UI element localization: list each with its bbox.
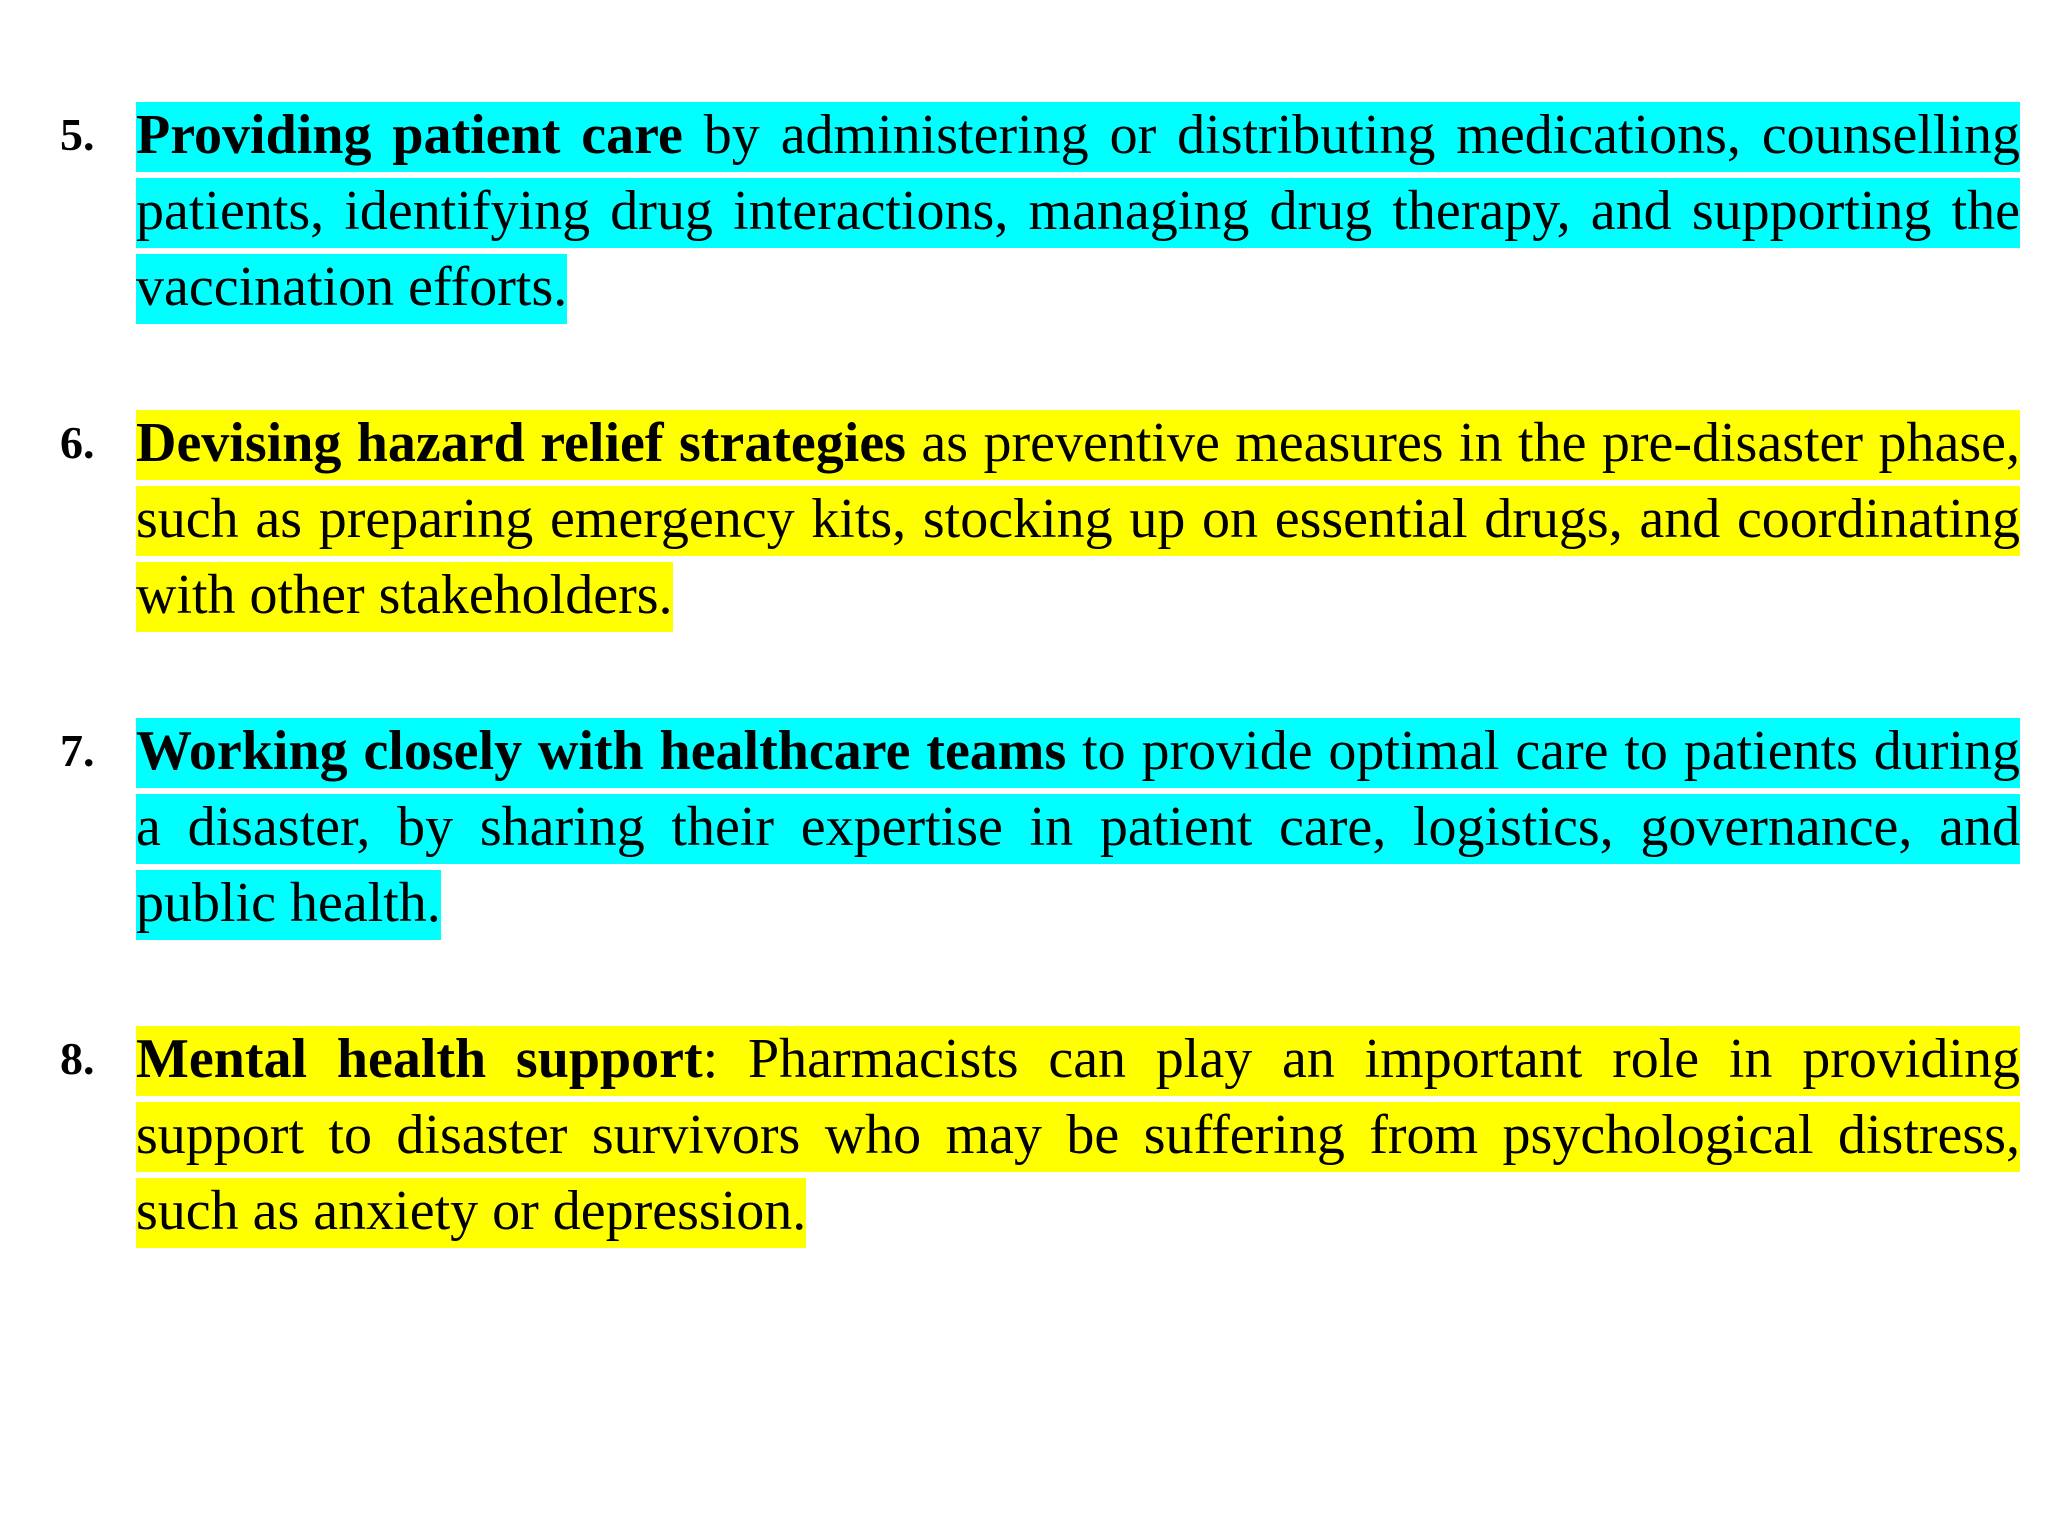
- highlighted-text: [136, 718, 2020, 940]
- item-number: 8.: [60, 1033, 95, 1084]
- item-heading: Devising hazard relief strategies: [136, 412, 906, 474]
- item-heading: Providing patient care: [136, 104, 683, 166]
- item-number: 6.: [60, 417, 95, 468]
- item-text: [136, 405, 2020, 633]
- item-text: [136, 97, 2020, 325]
- highlighted-text: [136, 410, 2020, 632]
- item-text: [136, 1021, 2020, 1249]
- item-description: by administering or distributing medications, counselling patients, identifying drug interactions, managing drug therapy, and supporting the vaccination efforts.: [136, 104, 2020, 318]
- item-heading: Mental health support: [136, 1028, 703, 1090]
- item-description: : Pharmacists can play an important role in providing support to disaster survivors who may be suffering from psychological distress, such as anxiety or depression.: [136, 1028, 2020, 1242]
- item-description: as preventive measures in the pre-disaster phase, such as preparing emergency kits, stocking up on essential drugs, and coordinating with other stakeholders.: [136, 412, 2020, 626]
- item-number: 7.: [60, 725, 95, 776]
- item-heading: Working closely with healthcare teams: [136, 720, 1067, 782]
- item-description: to provide optimal care to patients during a disaster, by sharing their expertise in patient care, logistics, governance, and public health.: [136, 720, 2020, 934]
- highlighted-text: [136, 1026, 2020, 1248]
- item-text: [136, 713, 2020, 941]
- highlighted-text: [136, 102, 2020, 324]
- item-number: 5.: [60, 109, 95, 160]
